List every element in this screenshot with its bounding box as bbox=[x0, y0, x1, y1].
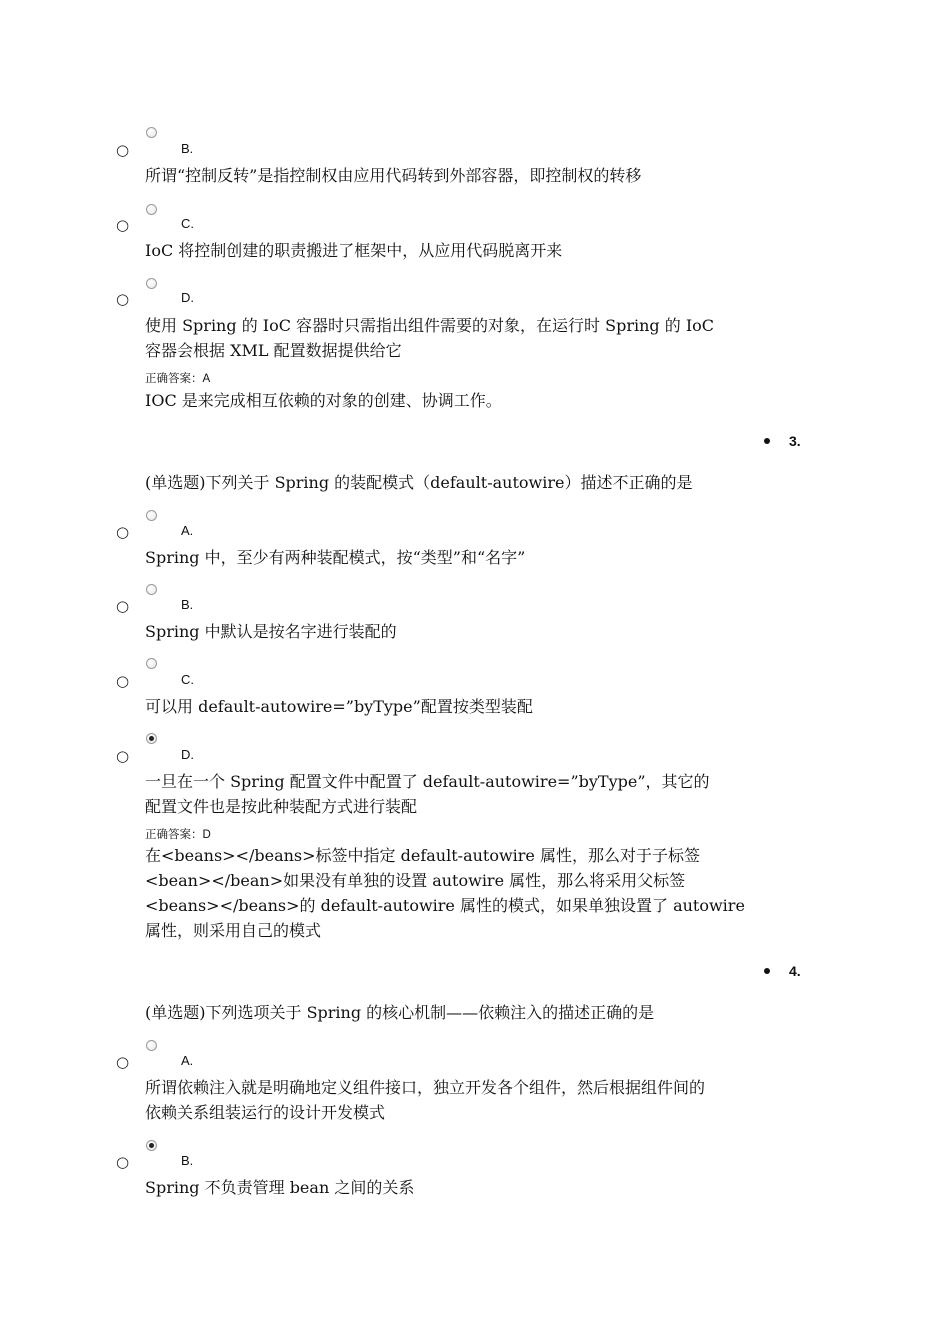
list-bullet-icon: ○ bbox=[116, 1053, 130, 1071]
option-letter: A. bbox=[181, 523, 194, 538]
list-bullet-icon: ○ bbox=[116, 747, 130, 765]
bullet-dot-icon bbox=[764, 438, 770, 444]
answer-explanation: 在<beans></beans>标签中指定 default-autowire 属性，那么对于子标签 <bean></bean>如果没有单独的设置 autowire 属性，那么将采用父标签 <beans></beans>的 default-autowire 属性的模式，如果单独设置了 autowire 属性，则采用自己的模式 bbox=[145, 846, 745, 940]
option-text: 所谓“控制反转”是指控制权由应用代码转到外部容器，即控制权的转移 bbox=[145, 166, 642, 185]
q4-option-a-radio[interactable] bbox=[146, 1040, 157, 1051]
q3-option-d-radio[interactable] bbox=[146, 733, 157, 744]
answer-explanation: IOC 是来完成相互依赖的对象的创建、协调工作。 bbox=[145, 391, 502, 410]
option-letter: A. bbox=[181, 1053, 194, 1068]
q2-option-c-radio[interactable] bbox=[146, 204, 157, 215]
q4-option-b-radio[interactable] bbox=[146, 1140, 157, 1151]
q3-option-a-radio[interactable] bbox=[146, 510, 157, 521]
option-text: IoC 将控制创建的职责搬进了框架中，从应用代码脱离开来 bbox=[145, 241, 563, 260]
q3-option-c-radio[interactable] bbox=[146, 658, 157, 669]
list-bullet-icon: ○ bbox=[116, 216, 130, 234]
question-number: 3. bbox=[764, 433, 801, 449]
question-title: (单选题)下列选项关于 Spring 的核心机制——依赖注入的描述正确的是 bbox=[145, 1003, 655, 1022]
option-text: 所谓依赖注入就是明确地定义组件接口，独立开发各个组件，然后根据组件间的 依赖关系组装运行的设计开发模式 bbox=[145, 1078, 706, 1122]
option-letter: C. bbox=[181, 672, 194, 687]
option-letter: D. bbox=[181, 747, 194, 762]
option-letter: B. bbox=[181, 597, 194, 612]
option-letter: C. bbox=[181, 216, 194, 231]
q3-option-b-radio[interactable] bbox=[146, 584, 157, 595]
correct-answer: 正确答案：A bbox=[145, 373, 211, 385]
question-number: 4. bbox=[764, 963, 801, 979]
option-text: 使用 Spring 的 IoC 容器时只需指出组件需要的对象，在运行时 Spring 的 IoC 容器会根据 XML 配置数据提供给它 bbox=[145, 316, 715, 360]
option-text: 可以用 default-autowire=”byType”配置按类型装配 bbox=[145, 697, 533, 716]
bullet-dot-icon bbox=[764, 968, 770, 974]
list-bullet-icon: ○ bbox=[116, 1153, 130, 1171]
option-text: Spring 不负责管理 bean 之间的关系 bbox=[145, 1178, 415, 1197]
question-title: (单选题)下列关于 Spring 的装配模式（default-autowire）描述不正确的是 bbox=[145, 473, 693, 492]
option-letter: B. bbox=[181, 1153, 194, 1168]
option-text: Spring 中默认是按名字进行装配的 bbox=[145, 622, 397, 641]
option-text: 一旦在一个 Spring 配置文件中配置了 default-autowire=”byType”，其它的 配置文件也是按此种装配方式进行装配 bbox=[145, 772, 710, 816]
option-letter: D. bbox=[181, 290, 194, 305]
option-text: Spring 中，至少有两种装配模式，按“类型”和“名字” bbox=[145, 548, 526, 567]
correct-answer: 正确答案：D bbox=[145, 829, 211, 841]
list-bullet-icon: ○ bbox=[116, 597, 130, 615]
list-bullet-icon: ○ bbox=[116, 141, 130, 159]
list-bullet-icon: ○ bbox=[116, 290, 130, 308]
option-letter: B. bbox=[181, 141, 194, 156]
q2-option-b-radio[interactable] bbox=[146, 127, 157, 138]
q2-option-d-radio[interactable] bbox=[146, 278, 157, 289]
list-bullet-icon: ○ bbox=[116, 672, 130, 690]
list-bullet-icon: ○ bbox=[116, 523, 130, 541]
